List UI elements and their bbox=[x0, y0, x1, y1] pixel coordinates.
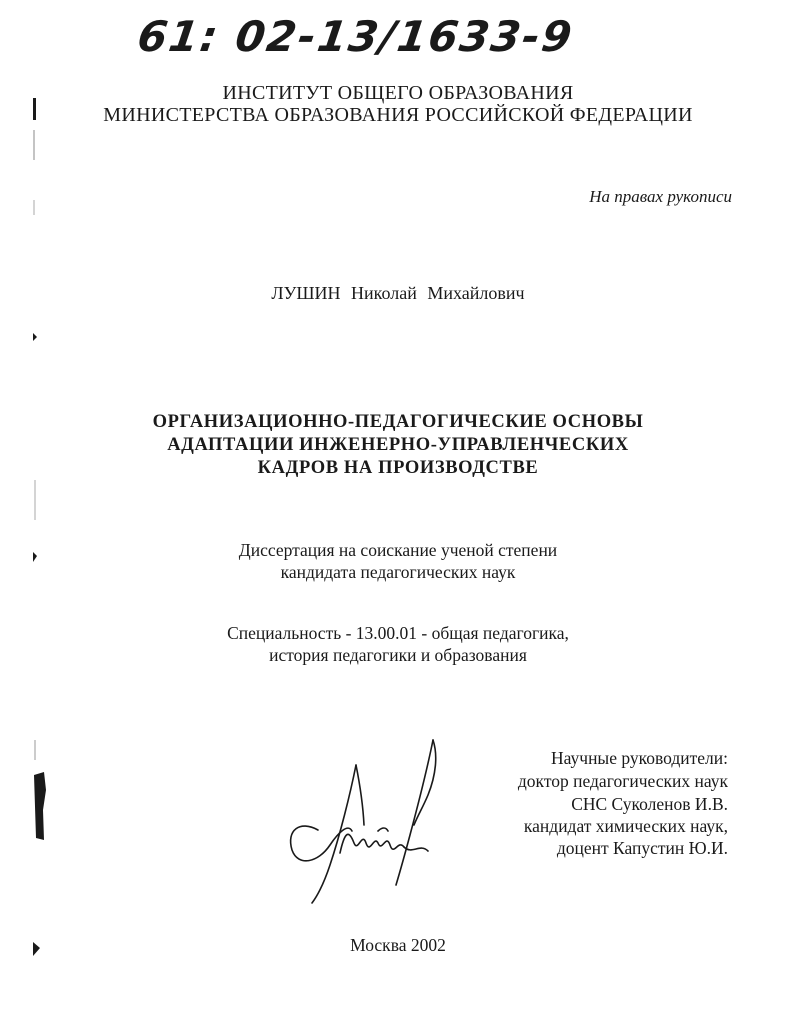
degree-line: Диссертация на соискание ученой степени bbox=[238, 540, 558, 560]
supervisor-line: доцент Капустин Ю.И. bbox=[556, 838, 728, 858]
specialty-line: история педагогики и образования bbox=[269, 645, 527, 665]
specialty-line: Специальность - 13.00.01 - общая педагогика, bbox=[227, 623, 569, 643]
author-signature bbox=[278, 735, 468, 910]
author-name: ЛУШИН Николай Михайлович bbox=[271, 283, 525, 303]
supervisor-line: СНС Суколенов И.В. bbox=[571, 794, 728, 814]
scan-edge-marks bbox=[0, 0, 60, 1027]
supervisor-line: доктор педагогических наук bbox=[517, 771, 728, 791]
degree-line: кандидата педагогических наук bbox=[280, 562, 516, 582]
title-line: АДАПТАЦИИ ИНЖЕНЕРНО-УПРАВЛЕНЧЕСКИХ bbox=[167, 435, 629, 455]
place-and-year: Москва 2002 bbox=[350, 935, 446, 955]
supervisor-line: кандидат химических наук, bbox=[523, 816, 728, 836]
title-line: ОРГАНИЗАЦИОННО-ПЕДАГОГИЧЕСКИЕ ОСНОВЫ bbox=[152, 412, 644, 432]
ministry-name: МИНИСТЕРСТВА ОБРАЗОВАНИЯ РОССИЙСКОЙ ФЕДЕРАЦИИ bbox=[103, 104, 693, 126]
catalog-number-text: 61: 02-13/1633-9 bbox=[134, 12, 577, 61]
catalog-number-stamp bbox=[134, 12, 577, 76]
institute-name: ИНСТИТУТ ОБЩЕГО ОБРАЗОВАНИЯ bbox=[222, 82, 574, 104]
supervisors-heading: Научные руководители: bbox=[551, 748, 728, 768]
title-line: КАДРОВ НА ПРОИЗВОДСТВЕ bbox=[257, 458, 539, 478]
manuscript-rights-note: На правах рукописи bbox=[589, 187, 732, 206]
